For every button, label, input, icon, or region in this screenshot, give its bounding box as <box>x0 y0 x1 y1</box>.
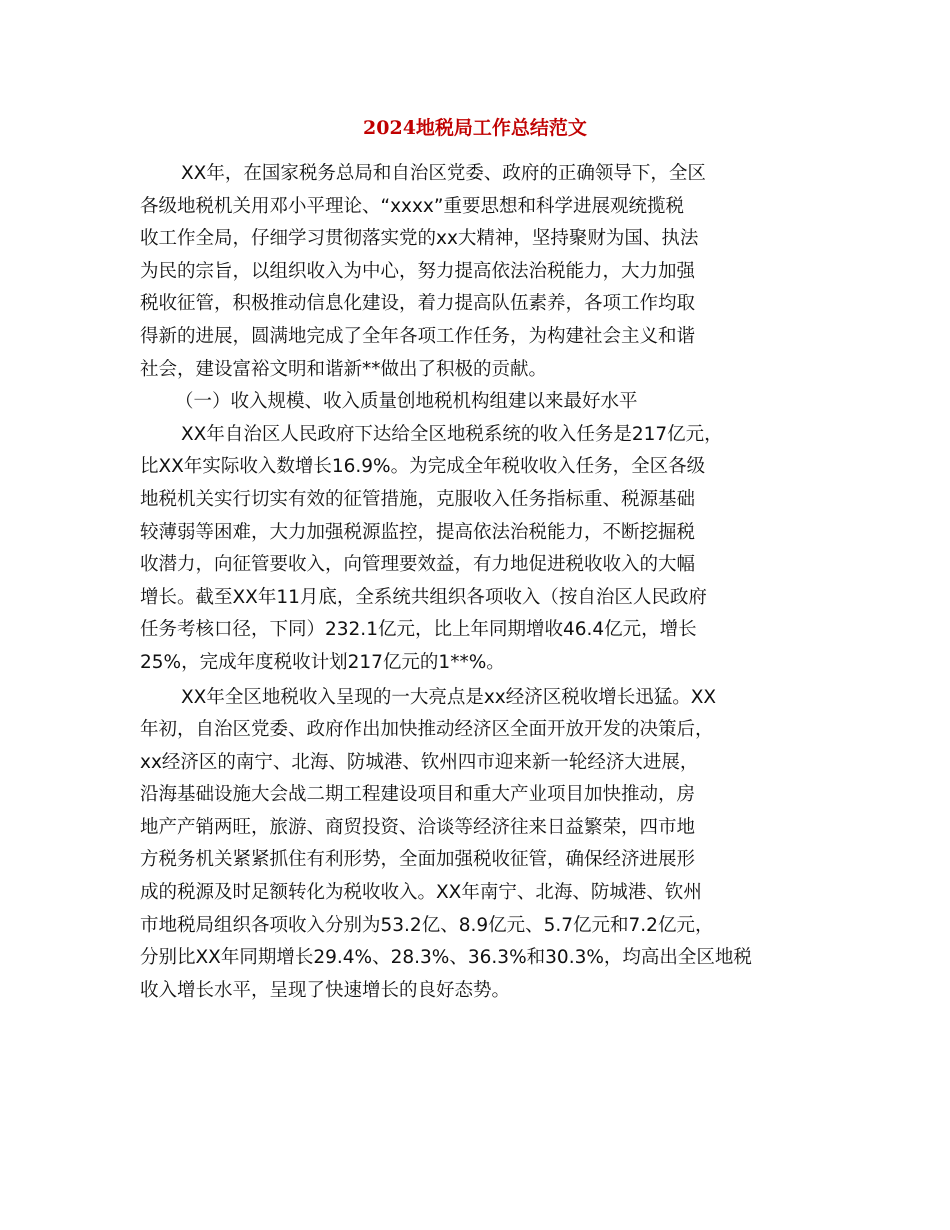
text-line: 方税务机关紧紧抓住有利形势，全面加强税收征管，确保经济进展形 <box>140 849 696 871</box>
text-line: 任务考核口径，下同）232.1亿元，比上年同期增收46.4亿元，增长 <box>140 619 697 641</box>
text-line: XX年，在国家税务总局和自治区党委、政府的正确领导下，全区 <box>181 163 706 184</box>
document-body <box>140 158 830 1007</box>
text-line: 比XX年实际收入数增长16.9%。为完成全年税收收入任务，全区各级 <box>140 456 706 478</box>
text-line: xx经济区的南宁、北海、防城港、钦州四市迎来新一轮经济大进展， <box>140 751 699 773</box>
text-line: 收潜力，向征管要收入，向管理要效益，有力地促进税收收入的大幅 <box>140 554 696 576</box>
text-line: 地产产销两旺，旅游、商贸投资、洽谈等经济往来日益繁荣，四市地 <box>140 816 696 838</box>
text-line: 25%，完成年度税收计划217亿元的1**%。 <box>140 651 505 673</box>
text-line: 收入增长水平，呈现了快速增长的良好态势。 <box>140 979 511 1001</box>
text-line: 社会，建设富裕文明和谐新**做出了积极的贡献。 <box>140 358 548 380</box>
text-line: 税收征管，积极推动信息化建设，着力提高队伍素养，各项工作均取 <box>140 293 696 315</box>
text-line: 年初，自治区党委、政府作出加快推动经济区全面开放开发的决策后， <box>140 719 714 741</box>
text-line: 得新的进展，圆满地完成了全年各项工作任务，为构建社会主义和谐 <box>140 325 696 347</box>
text-line: 分别比XX年同期增长29.4%、28.3%、36.3%和30.3%，均高出全区地税 <box>140 947 752 969</box>
text-line: 沿海基础设施大会战二期工程建设项目和重大产业项目加快推动，房 <box>140 784 696 806</box>
text-line: 市地税局组织各项收入分别为53.2亿、8.9亿元、5.7亿元和7.2亿元， <box>140 914 714 936</box>
text-line: 各级地税机关用邓小平理论、“xxxx”重要思想和科学进展观统揽税 <box>140 195 684 217</box>
section-heading: （一）收入规模、收入质量创地税机构组建以来最好水平 <box>175 391 638 413</box>
text-line: 成的税源及时足额转化为税收收入。XX年南宁、北海、防城港、钦州 <box>140 882 702 904</box>
text-line: XX年全区地税收入呈现的一大亮点是xx经济区税收增长迅猛。XX <box>181 686 717 708</box>
text-line: 收工作全局，仔细学习贯彻落实党的xx大精神，坚持聚财为国、执法 <box>140 228 699 250</box>
text-line: XX年自治区人民政府下达给全区地税系统的收入任务是217亿元， <box>181 423 723 445</box>
text-line: 增长。截至XX年11月底，全系统共组织各项收入（按自治区人民政府 <box>140 586 707 608</box>
text-line: 较薄弱等困难，大力加强税源监控，提高依法治税能力，不断挖掘税 <box>140 521 696 543</box>
text-line: 为民的宗旨，以组织收入为中心，努力提高依法治税能力，大力加强 <box>140 260 696 282</box>
document-title: 2024地税局工作总结范文 <box>363 117 587 139</box>
text-line: 地税机关实行切实有效的征管措施，克服收入任务指标重、税源基础 <box>140 488 696 510</box>
